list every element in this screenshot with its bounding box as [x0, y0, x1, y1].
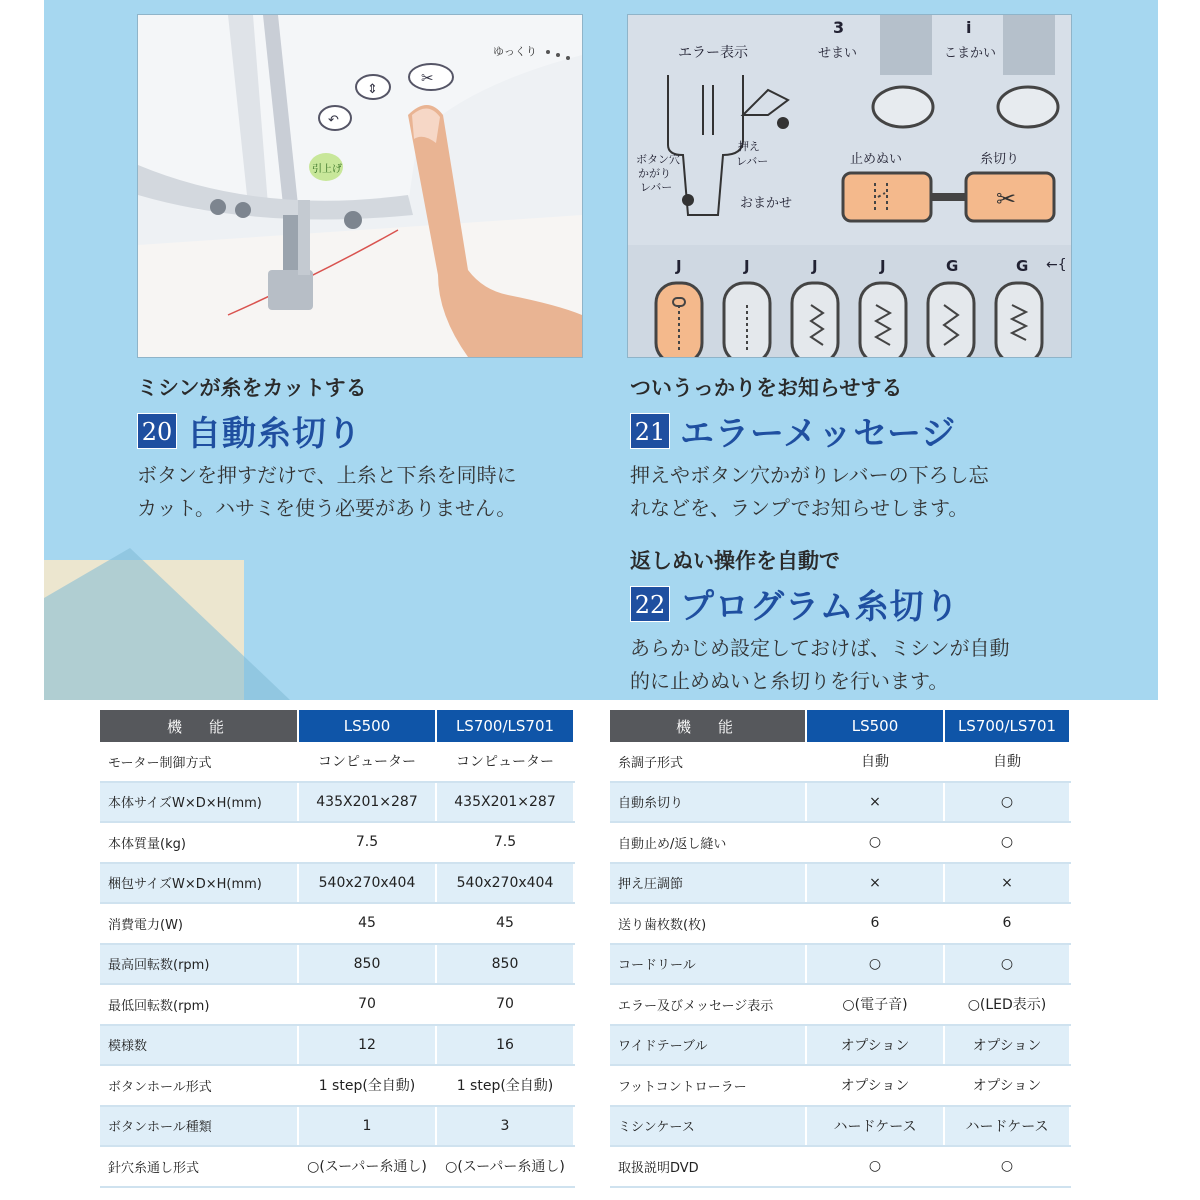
- svg-text:✂: ✂: [421, 69, 434, 87]
- width-dial-button: [873, 87, 933, 127]
- spec-ls500-cell: 自動: [806, 742, 944, 782]
- spec-ls500-cell: ○: [806, 944, 944, 985]
- spec-ls700-cell: 45: [436, 903, 574, 944]
- table-row: [610, 863, 1070, 904]
- spec-label-cell: 本体サイズW×D×H(mm): [100, 782, 298, 823]
- spec-ls500-cell: 1 step(全自動): [298, 1065, 436, 1106]
- sewing-machine-illustration: [138, 15, 582, 357]
- control-panel-illustration: [628, 15, 1071, 357]
- spec-ls500-cell: 435X201×287: [298, 782, 436, 823]
- spec-table-body: [100, 742, 574, 1187]
- description-line: カット。ハサミを使う必要がありません。: [137, 496, 517, 520]
- table-row: [610, 903, 1070, 944]
- scissors-icon: ✂: [996, 185, 1017, 213]
- speed-label: ゆっくり: [493, 45, 537, 58]
- spec-ls500-cell: 6: [806, 903, 944, 944]
- spec-ls700-cell: 6: [944, 903, 1070, 944]
- auto-label: おまかせ: [740, 196, 793, 211]
- feature-description: [630, 459, 1090, 525]
- feature-number-badge: 20: [137, 413, 177, 449]
- header-feature: 機 能: [100, 710, 298, 742]
- spec-label-cell: 針穴糸通し形式: [100, 1146, 298, 1187]
- description-line: れなどを、ランプでお知らせします。: [630, 496, 969, 520]
- spec-ls500-cell: オプション: [806, 1025, 944, 1066]
- spec-header-row: [610, 710, 1070, 742]
- spec-table-left: [100, 710, 575, 1188]
- table-row: [610, 822, 1070, 863]
- spec-ls500-cell: 12: [298, 1025, 436, 1066]
- feature-heading: プログラム糸切り: [680, 587, 960, 627]
- spec-ls500-cell: ○(電子音): [806, 984, 944, 1025]
- spec-ls700-cell: オプション: [944, 1065, 1070, 1106]
- spec-label-cell: エラー及びメッセージ表示: [610, 984, 806, 1025]
- spec-ls700-cell: ○: [944, 782, 1070, 823]
- buttonhole-lever-line-1: ボタン穴: [636, 153, 680, 166]
- narrow-label: せまい: [818, 46, 858, 61]
- arrow-left-icon: ←{: [1046, 257, 1067, 273]
- buttonhole-lever-line-3: レバー: [640, 181, 673, 194]
- foot-code-2: J: [744, 257, 750, 275]
- spec-label-cell: ボタンホール種類: [100, 1106, 298, 1147]
- stitch-button-6: [996, 283, 1042, 357]
- feature-heading: エラーメッセージ: [680, 414, 957, 454]
- spec-label-cell: 自動止め/返し縫い: [610, 822, 806, 863]
- spec-label-cell: 梱包サイズW×D×H(mm): [100, 863, 298, 904]
- spec-table-right: [610, 710, 1071, 1188]
- stitch-button-3: [792, 283, 838, 357]
- spec-ls500-cell: 7.5: [298, 822, 436, 863]
- spec-ls700-cell: 435X201×287: [436, 782, 574, 823]
- svg-text:↶: ↶: [328, 113, 339, 128]
- spec-ls700-cell: ○: [944, 1146, 1070, 1187]
- feature-program-thread-cut: [630, 545, 1100, 698]
- table-row: [610, 782, 1070, 823]
- feature-title-row: [630, 406, 1090, 455]
- spec-label-cell: モーター制御方式: [100, 742, 298, 782]
- spec-ls700-cell: ハードケース: [944, 1106, 1070, 1147]
- spec-ls700-cell: 1 step(全自動): [436, 1065, 574, 1106]
- spec-label-cell: 押え圧調節: [610, 863, 806, 904]
- spec-ls500-cell: ×: [806, 782, 944, 823]
- spec-ls500-cell: ○(スーパー糸通し): [298, 1146, 436, 1187]
- spec-label-cell: 本体質量(kg): [100, 822, 298, 863]
- spec-ls700-cell: オプション: [944, 1025, 1070, 1066]
- spec-table-body: [610, 742, 1070, 1187]
- spec-label-cell: 模様数: [100, 1025, 298, 1066]
- table-row: [100, 782, 574, 823]
- feature-tagline: ついうっかりをお知らせする: [630, 375, 903, 400]
- thread-lift-badge: 引上げ: [312, 164, 342, 175]
- top-mark-width: 3: [833, 18, 845, 37]
- header-ls700: LS700/LS701: [944, 710, 1070, 742]
- spec-ls500-cell: ×: [806, 863, 944, 904]
- error-display-label: エラー表示: [678, 45, 748, 61]
- spec-header-row: [100, 710, 574, 742]
- spec-label-cell: ワイドテーブル: [610, 1025, 806, 1066]
- header-ls500: LS500: [806, 710, 944, 742]
- description-line: あらかじめ設定しておけば、ミシンが自動: [630, 636, 1010, 660]
- table-row: [100, 944, 574, 985]
- table-row: [100, 1025, 574, 1066]
- description-line: 押えやボタン穴かがりレバーの下ろし忘: [630, 463, 989, 487]
- spec-ls700-cell: ○: [944, 822, 1070, 863]
- foot-code-5: G: [946, 257, 959, 275]
- feature-number-badge: 21: [630, 413, 670, 449]
- spec-label-cell: 自動糸切り: [610, 782, 806, 823]
- table-row: [610, 1106, 1070, 1147]
- top-mark-length: i: [966, 18, 972, 37]
- spec-ls500-cell: 70: [298, 984, 436, 1025]
- spec-ls500-cell: 1: [298, 1106, 436, 1147]
- foot-code-3: J: [812, 257, 818, 275]
- feature-error-message: [630, 372, 1090, 525]
- spec-label-cell: ミシンケース: [610, 1106, 806, 1147]
- decorative-band: [44, 560, 244, 700]
- header-ls700: LS700/LS701: [436, 710, 574, 742]
- spec-ls500-cell: 540x270x404: [298, 863, 436, 904]
- spec-ls500-cell: ハードケース: [806, 1106, 944, 1147]
- spec-ls500-cell: ○: [806, 822, 944, 863]
- table-row: [100, 903, 574, 944]
- spec-ls700-cell: ×: [944, 863, 1070, 904]
- spec-label-cell: 糸調子形式: [610, 742, 806, 782]
- spec-ls700-cell: 自動: [944, 742, 1070, 782]
- spec-label-cell: ボタンホール形式: [100, 1065, 298, 1106]
- spec-label-cell: 取扱説明DVD: [610, 1146, 806, 1187]
- feature-heading: 自動糸切り: [187, 414, 362, 454]
- foot-code-4: J: [880, 257, 886, 275]
- spec-ls700-cell: ○: [944, 944, 1070, 985]
- spec-ls700-cell: ○(LED表示): [944, 984, 1070, 1025]
- thread-cut-label: 糸切り: [980, 152, 1020, 167]
- buttonhole-lever-line-2: かがり: [638, 167, 671, 180]
- feature-title-row: [137, 406, 597, 455]
- table-row: [610, 742, 1070, 782]
- foot-code-1: J: [676, 257, 682, 275]
- svg-text:⇕: ⇕: [367, 82, 378, 97]
- fine-label: こまかい: [944, 46, 997, 61]
- stitch-button-4: [860, 283, 906, 357]
- length-dial-button: [998, 87, 1058, 127]
- spec-ls700-cell: 850: [436, 944, 574, 985]
- feature-tagline: 返しぬい操作を自動で: [630, 548, 840, 573]
- spec-label-cell: 最低回転数(rpm): [100, 984, 298, 1025]
- table-row: [610, 944, 1070, 985]
- table-row: [610, 1146, 1070, 1187]
- lock-stitch-label: 止めぬい: [850, 152, 903, 167]
- error-lamp-icon: [777, 117, 789, 129]
- spec-ls700-cell: 70: [436, 984, 574, 1025]
- feature-number-badge: 22: [630, 586, 670, 622]
- spec-label-cell: 送り歯枚数(枚): [610, 903, 806, 944]
- table-row: [100, 863, 574, 904]
- spec-ls700-cell: 3: [436, 1106, 574, 1147]
- foot-code-6: G: [1016, 257, 1029, 275]
- table-row: [100, 822, 574, 863]
- spec-ls700-cell: 16: [436, 1025, 574, 1066]
- control-panel-photo: [627, 14, 1072, 358]
- feature-description: [630, 632, 1100, 698]
- header-ls500: LS500: [298, 710, 436, 742]
- spec-ls500-cell: 45: [298, 903, 436, 944]
- presser-lever-line-2: レバー: [736, 155, 769, 168]
- spec-label-cell: フットコントローラー: [610, 1065, 806, 1106]
- table-row: [610, 984, 1070, 1025]
- presser-lever-line-1: 押え: [738, 140, 760, 153]
- spec-ls700-cell: コンピューター: [436, 742, 574, 782]
- feature-tagline: ミシンが糸をカットする: [137, 375, 367, 400]
- table-row: [100, 984, 574, 1025]
- description-line: ボタンを押すだけで、上糸と下糸を同時に: [137, 463, 517, 487]
- feature-auto-thread-cut: [137, 372, 597, 525]
- table-row: [610, 1025, 1070, 1066]
- table-row: [610, 1065, 1070, 1106]
- feature-title-row: [630, 579, 1100, 628]
- spec-label-cell: 消費電力(W): [100, 903, 298, 944]
- spec-ls500-cell: ○: [806, 1146, 944, 1187]
- spec-ls500-cell: 850: [298, 944, 436, 985]
- thread-cut-photo: [137, 14, 583, 358]
- description-line: 的に止めぬいと糸切りを行います。: [630, 669, 949, 693]
- spec-ls700-cell: 540x270x404: [436, 863, 574, 904]
- feature-description: [137, 459, 597, 525]
- table-row: [100, 1146, 574, 1187]
- spec-label-cell: 最高回転数(rpm): [100, 944, 298, 985]
- table-row: [100, 742, 574, 782]
- table-row: [100, 1106, 574, 1147]
- table-row: [100, 1065, 574, 1106]
- spec-ls700-cell: ○(スーパー糸通し): [436, 1146, 574, 1187]
- spec-ls700-cell: 7.5: [436, 822, 574, 863]
- spec-ls500-cell: オプション: [806, 1065, 944, 1106]
- header-feature: 機 能: [610, 710, 806, 742]
- spec-ls500-cell: コンピューター: [298, 742, 436, 782]
- spec-label-cell: コードリール: [610, 944, 806, 985]
